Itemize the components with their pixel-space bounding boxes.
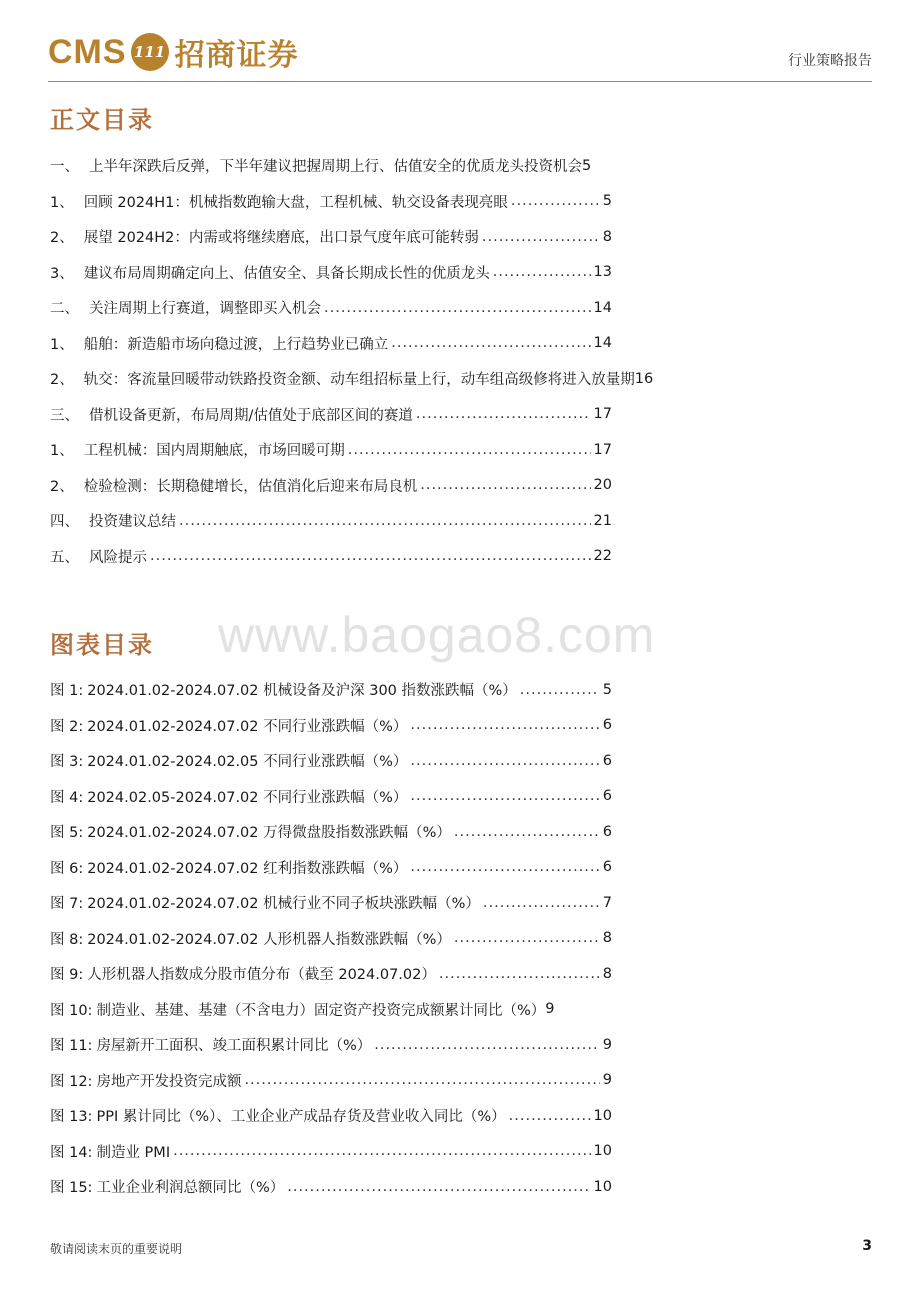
figure-entry[interactable] bbox=[50, 1027, 612, 1063]
dot-leader bbox=[454, 824, 600, 840]
figure-entry-text: 人形机器人指数成分股市值分布（截至 2024.07.02） bbox=[87, 967, 436, 984]
figure-entry[interactable] bbox=[50, 1134, 612, 1170]
toc-list bbox=[50, 148, 654, 574]
figures-list bbox=[50, 672, 612, 1205]
dot-leader bbox=[493, 264, 591, 280]
figure-entry-text: 2024.01.02-2024.07.02 不同行业涨跌幅（%） bbox=[87, 718, 408, 735]
dot-leader bbox=[410, 717, 599, 733]
figure-entry-page: 10 bbox=[593, 1143, 612, 1160]
toc-entry[interactable] bbox=[50, 290, 612, 326]
dot-leader bbox=[324, 300, 591, 316]
toc-entry[interactable] bbox=[50, 539, 612, 575]
figure-entry-number: 图 12: bbox=[50, 1073, 93, 1090]
toc-entry[interactable] bbox=[50, 468, 612, 504]
figures-title: 图表目录 bbox=[50, 630, 154, 659]
header-divider bbox=[48, 81, 872, 82]
figure-entry-page: 6 bbox=[602, 859, 612, 876]
figure-entry[interactable] bbox=[50, 992, 612, 1028]
page-header bbox=[48, 28, 872, 82]
dot-leader bbox=[410, 753, 599, 769]
dot-leader bbox=[150, 548, 591, 564]
toc-entry-text: 风险提示 bbox=[89, 549, 147, 566]
figure-entry-text: 工业企业利润总额同比（%） bbox=[96, 1180, 285, 1197]
toc-entry[interactable] bbox=[50, 148, 612, 184]
figure-entry[interactable] bbox=[50, 708, 612, 744]
figure-entry[interactable] bbox=[50, 672, 612, 708]
dot-leader bbox=[520, 682, 600, 698]
toc-entry-text: 建议布局周期确定向上、估值安全、具备长期成长性的优质龙头 bbox=[83, 265, 490, 282]
figure-entry-number: 图 5: bbox=[50, 825, 84, 842]
figure-entry-page: 8 bbox=[602, 930, 612, 947]
toc-entry-page: 5 bbox=[602, 193, 612, 210]
figure-entry-text: 2024.01.02-2024.07.02 红利指数涨跌幅（%） bbox=[87, 860, 408, 877]
figure-entry-page: 5 bbox=[602, 681, 612, 698]
toc-entry-page: 21 bbox=[593, 512, 612, 529]
figure-entry-text: 2024.01.02-2024.07.02 万得微盘股指数涨跌幅（%） bbox=[87, 825, 451, 842]
toc-entry-text: 关注周期上行赛道，调整即买入机会 bbox=[89, 301, 321, 318]
figure-entry-text: 2024.01.02-2024.07.02 机械行业不同子板块涨跌幅（%） bbox=[87, 896, 480, 913]
dot-leader bbox=[391, 335, 590, 351]
dot-leader bbox=[509, 1108, 591, 1124]
figure-entry-page: 9 bbox=[545, 1001, 555, 1018]
figure-entry-text: 制造业 PMI bbox=[96, 1144, 171, 1161]
toc-entry-number: 1、 bbox=[50, 194, 74, 211]
figure-entry[interactable] bbox=[50, 850, 612, 886]
toc-entry-text: 借机设备更新，布局周期/估值处于底部区间的赛道 bbox=[89, 407, 413, 424]
dot-leader bbox=[511, 193, 600, 209]
page-number: 3 bbox=[862, 1238, 872, 1254]
figure-entry-text: 制造业、基建、基建（不含电力）固定资产投资完成额累计同比（%） bbox=[96, 1002, 546, 1019]
toc-entry-number: 二、 bbox=[50, 301, 79, 318]
figure-entry-number: 图 13: bbox=[50, 1109, 93, 1126]
figure-entry-number: 图 1: bbox=[50, 683, 84, 700]
figure-entry-number: 图 15: bbox=[50, 1180, 93, 1197]
figure-entry-number: 图 11: bbox=[50, 1038, 93, 1055]
toc-entry-number: 1、 bbox=[50, 336, 74, 353]
dot-leader bbox=[348, 442, 591, 458]
figure-entry-text: 2024.01.02-2024.07.02 机械设备及沪深 300 指数涨跌幅（%） bbox=[87, 683, 517, 700]
toc-title: 正文目录 bbox=[50, 105, 154, 134]
toc-entry-text: 展望 2024H2：内需或将继续磨底，出口景气度年底可能转弱 bbox=[83, 230, 479, 247]
dot-leader bbox=[410, 859, 599, 875]
figure-entry[interactable] bbox=[50, 921, 612, 957]
dot-leader bbox=[439, 966, 600, 982]
report-type-label: 行业策略报告 bbox=[788, 53, 872, 69]
logo-cms-text: CMS bbox=[48, 32, 127, 71]
figure-entry-page: 10 bbox=[593, 1178, 612, 1195]
figure-entry-text: 2024.02.05-2024.07.02 不同行业涨跌幅（%） bbox=[87, 789, 408, 806]
toc-entry-page: 20 bbox=[593, 477, 612, 494]
figure-entry-text: 房地产开发投资完成额 bbox=[96, 1073, 242, 1090]
dot-leader bbox=[454, 930, 600, 946]
toc-entry-page: 14 bbox=[593, 335, 612, 352]
toc-entry-page: 22 bbox=[593, 548, 612, 565]
cms-logo bbox=[48, 32, 299, 72]
toc-entry-number: 2、 bbox=[50, 372, 74, 389]
dot-leader bbox=[410, 788, 599, 804]
figure-entry-page: 7 bbox=[602, 894, 612, 911]
figure-entry-text: 2024.01.02-2024.02.05 不同行业涨跌幅（%） bbox=[87, 754, 408, 771]
dot-leader bbox=[179, 513, 591, 529]
figure-entry-number: 图 2: bbox=[50, 718, 84, 735]
figure-entry-text: PPI 累计同比（%）、工业企业产成品存货及营业收入同比（%） bbox=[96, 1109, 506, 1126]
figure-entry[interactable] bbox=[50, 885, 612, 921]
toc-entry-page: 14 bbox=[593, 299, 612, 316]
dot-leader bbox=[482, 229, 600, 245]
toc-entry-number: 2、 bbox=[50, 478, 74, 495]
figure-entry-page: 10 bbox=[593, 1107, 612, 1124]
figure-entry-number: 图 4: bbox=[50, 789, 84, 806]
figure-entry-number: 图 7: bbox=[50, 896, 84, 913]
toc-entry[interactable] bbox=[50, 397, 612, 433]
toc-entry-page: 13 bbox=[593, 264, 612, 281]
figure-entry[interactable] bbox=[50, 956, 612, 992]
toc-entry-text: 上半年深跌后反弹，下半年建议把握周期上行、估值安全的优质龙头投资机会 bbox=[89, 159, 582, 176]
figure-entry[interactable] bbox=[50, 779, 612, 815]
toc-entry-number: 四、 bbox=[50, 514, 79, 531]
dot-leader bbox=[416, 406, 591, 422]
logo-chinese-name: 招商证券 bbox=[174, 38, 299, 73]
figure-entry-number: 图 8: bbox=[50, 931, 84, 948]
dot-leader bbox=[173, 1143, 590, 1159]
figure-entry-text: 房屋新开工面积、竣工面积累计同比（%） bbox=[96, 1038, 372, 1055]
figure-entry[interactable] bbox=[50, 814, 612, 850]
toc-entry[interactable] bbox=[50, 326, 612, 362]
figure-entry[interactable] bbox=[50, 1063, 612, 1099]
figure-entry-page: 6 bbox=[602, 717, 612, 734]
toc-entry-text: 投资建议总结 bbox=[89, 514, 176, 531]
dot-leader bbox=[287, 1179, 590, 1195]
toc-entry[interactable] bbox=[50, 432, 612, 468]
figure-entry-page: 6 bbox=[602, 788, 612, 805]
toc-entry-number: 3、 bbox=[50, 265, 74, 282]
toc-entry-page: 5 bbox=[582, 157, 592, 174]
watermark: www.baogao8.com bbox=[218, 607, 656, 663]
toc-entry-text: 船舶：新造船市场向稳过渡，上行趋势业已确立 bbox=[83, 336, 389, 353]
toc-entry-page: 17 bbox=[593, 441, 612, 458]
toc-entry-number: 五、 bbox=[50, 549, 79, 566]
figure-entry[interactable] bbox=[50, 1169, 612, 1205]
toc-entry[interactable] bbox=[50, 219, 612, 255]
toc-entry-number: 一、 bbox=[50, 159, 79, 176]
toc-entry-text: 轨交：客流量回暖带动铁路投资金额、动车组招标量上行，动车组高级修将进入放量期 bbox=[83, 372, 635, 389]
dot-leader bbox=[244, 1072, 599, 1088]
logo-seal-text: 111 bbox=[133, 43, 166, 61]
figure-entry-page: 6 bbox=[602, 752, 612, 769]
figure-entry-page: 9 bbox=[602, 1072, 612, 1089]
figure-entry-page: 6 bbox=[602, 823, 612, 840]
figure-entry-number: 图 6: bbox=[50, 860, 84, 877]
toc-entry-page: 17 bbox=[593, 406, 612, 423]
logo-seal-icon bbox=[131, 33, 169, 71]
toc-entry-text: 检验检测：长期稳健增长，估值消化后迎来布局良机 bbox=[83, 478, 418, 495]
toc-entry[interactable] bbox=[50, 361, 654, 397]
toc-entry[interactable] bbox=[50, 255, 612, 291]
toc-entry-page: 8 bbox=[602, 228, 612, 245]
footer-note: 敬请阅读末页的重要说明 bbox=[50, 1242, 183, 1256]
figure-entry-number: 图 9: bbox=[50, 967, 84, 984]
dot-leader bbox=[483, 895, 600, 911]
figure-entry-page: 9 bbox=[602, 1036, 612, 1053]
figure-entry[interactable] bbox=[50, 1098, 612, 1134]
figure-entry-number: 图 14: bbox=[50, 1144, 93, 1161]
toc-entry-number: 三、 bbox=[50, 407, 79, 424]
toc-entry-number: 1、 bbox=[50, 443, 74, 460]
toc-entry[interactable] bbox=[50, 503, 612, 539]
figure-entry[interactable] bbox=[50, 743, 612, 779]
toc-entry-text: 回顾 2024H1：机械指数跑输大盘，工程机械、轨交设备表现亮眼 bbox=[83, 194, 508, 211]
figure-entry-text: 2024.01.02-2024.07.02 人形机器人指数涨跌幅（%） bbox=[87, 931, 451, 948]
dot-leader bbox=[420, 477, 590, 493]
figure-entry-number: 图 10: bbox=[50, 1002, 93, 1019]
figure-entry-number: 图 3: bbox=[50, 754, 84, 771]
toc-entry-number: 2、 bbox=[50, 230, 74, 247]
toc-entry-text: 工程机械：国内周期触底，市场回暖可期 bbox=[83, 443, 345, 460]
dot-leader bbox=[374, 1037, 600, 1053]
toc-entry[interactable] bbox=[50, 184, 612, 220]
toc-entry-page: 16 bbox=[634, 370, 654, 387]
figure-entry-page: 8 bbox=[602, 965, 612, 982]
